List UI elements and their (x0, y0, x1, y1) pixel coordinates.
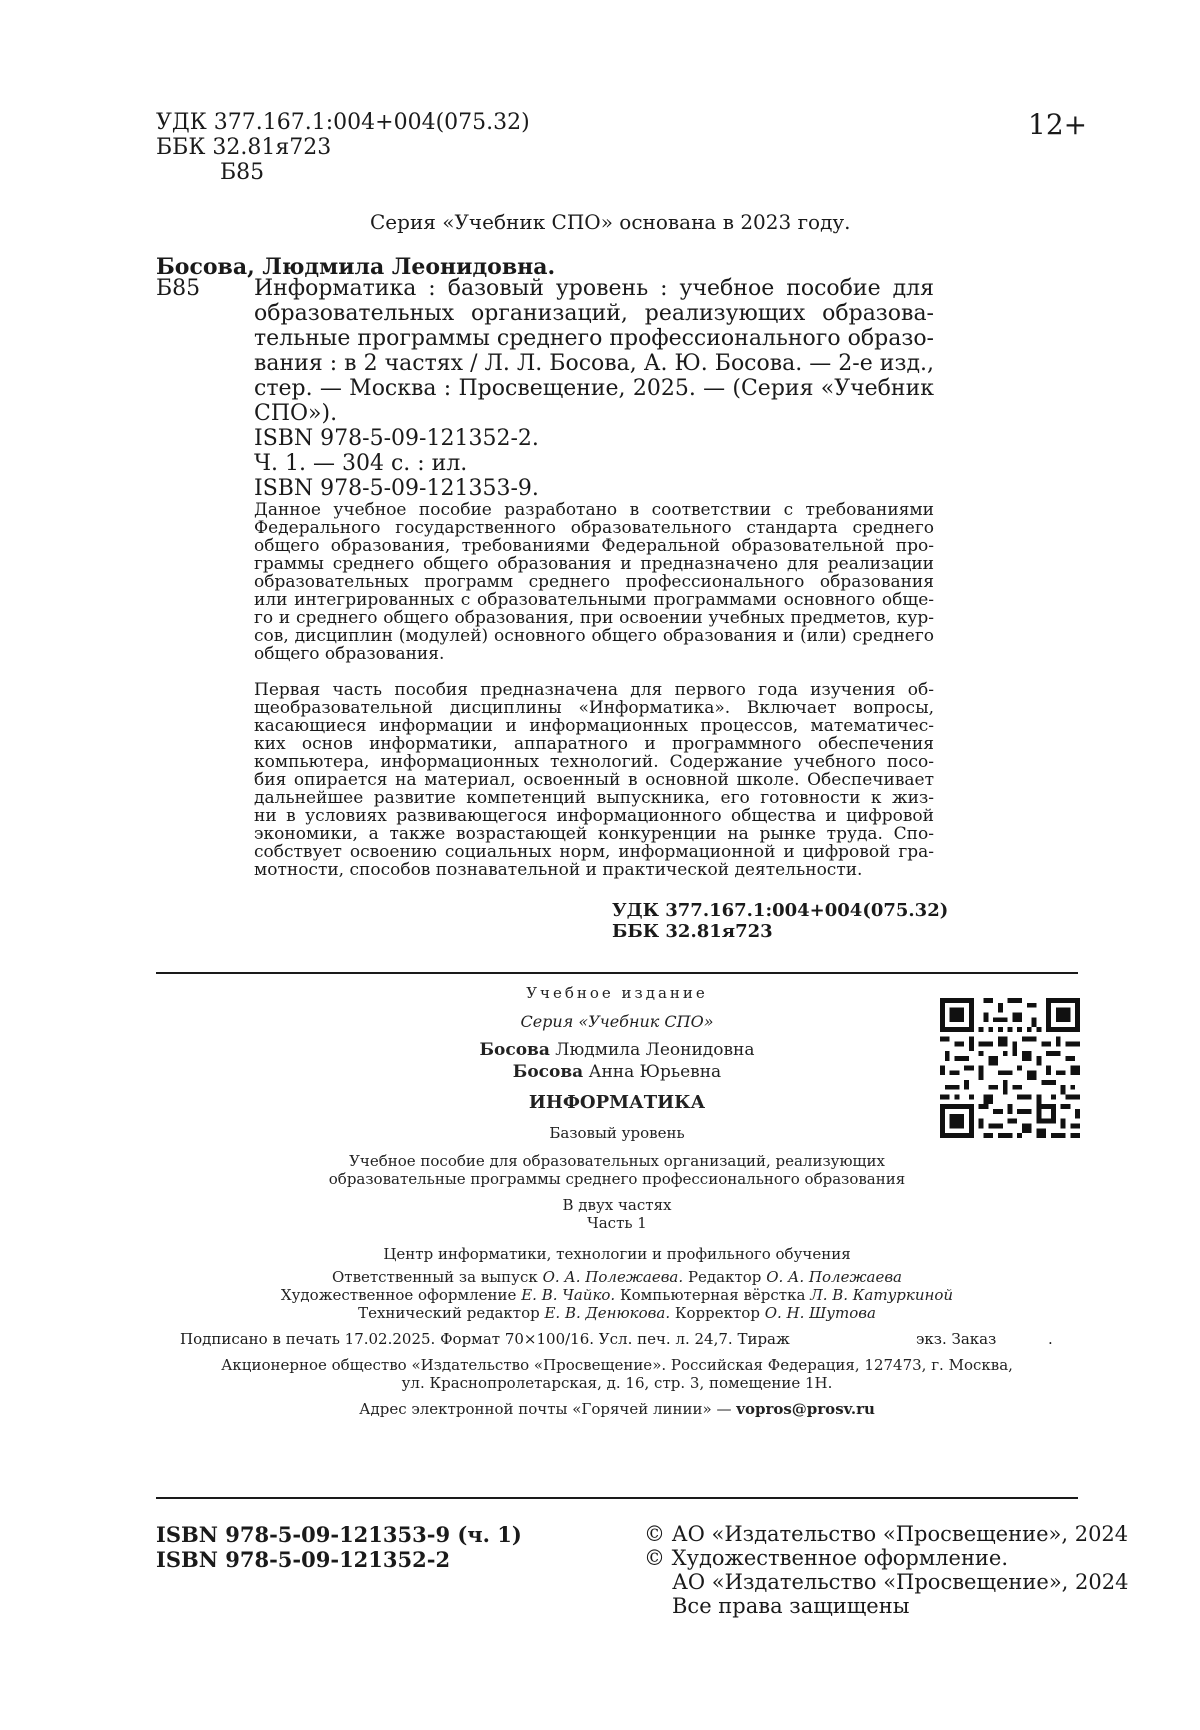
annotation-line: собствует освоению социальных норм, информационной и цифровой гра- (254, 842, 934, 862)
email-line (156, 1400, 1078, 1418)
footer-isbn-2: ISBN 978-5-09-121352-2 (156, 1547, 451, 1572)
divider-bottom (156, 1497, 1078, 1499)
copyright-design: © Художественное оформление. (644, 1546, 1009, 1570)
annotation-line: ни в условиях развивающегося информационного общества и цифровой (254, 806, 934, 826)
description-line: тельные программы среднего профессионального образо- (254, 326, 934, 351)
imprint-center: Центр информатики, технологии и профильного обучения (383, 1245, 851, 1263)
proofreader-label: Корректор (674, 1304, 760, 1322)
annotation-line: общего образования. (254, 644, 445, 664)
footer-isbn-1: ISBN 978-5-09-121353-9 (ч. 1) (156, 1522, 522, 1547)
annotation-line: общего образования, требованиями Федеральной образовательной про- (254, 536, 934, 556)
age-rating: 12+ (1028, 108, 1088, 141)
annotation-line: дальнейшее развитие компетенций выпускника, его готовности к жиз- (254, 788, 934, 808)
publisher-line-1: Акционерное общество «Издательство «Просвещение». Российская Федерация, 127473, г. Москва, (221, 1356, 1013, 1374)
email-label: Адрес электронной почты «Горячей линии» — (359, 1400, 732, 1418)
record-cipher: Б85 (156, 276, 201, 301)
record-description (254, 276, 934, 426)
bbk-code: ББК 32.81я723 (156, 135, 332, 160)
annotation-line: Федерального государственного образовательного стандарта среднего (254, 518, 934, 538)
record-author: Босова, Людмила Леонидовна. (156, 254, 556, 280)
tech-editor-label: Технический редактор (358, 1304, 540, 1322)
annotation-line: или интегрированных с образовательными программами основного обще- (254, 590, 934, 610)
annotation-line: Первая часть пособия предназначена для первого года изучения об- (254, 680, 934, 700)
tech-editor-name: Е. В. Денюкова. (544, 1304, 671, 1322)
udk-code: УДК 377.167.1:004+004(075.32) (156, 110, 530, 135)
annotation-line: Данное учебное пособие разработано в соответствии с требованиями (254, 500, 934, 520)
annotation-paragraph-1 (254, 501, 934, 663)
qr-code-icon (940, 998, 1080, 1138)
udk-bottom: УДК 377.167.1:004+004(075.32) (612, 900, 949, 921)
email-address: vopros@prosv.ru (736, 1400, 875, 1418)
isbn-part: ISBN 978-5-09-121353-9. (254, 476, 539, 501)
description-line: СПО»). (254, 401, 338, 426)
print-info: Подписано в печать 17.02.2025. Формат 70×100/16. Усл. печ. л. 24,7. Тираж (180, 1330, 790, 1348)
annotation-line: граммы среднего общего образования и предназначено для реализации (254, 554, 934, 574)
author-mark: Б85 (220, 160, 265, 185)
imprint-purpose-1: Учебное пособие для образовательных организаций, реализующих (349, 1152, 885, 1170)
annotation-line: бия опирается на материал, освоенный в основной школе. Обеспечивает (254, 770, 934, 790)
description-line: образовательных организаций, реализующих образова- (254, 301, 934, 326)
author-2-surname: Босова (512, 1062, 584, 1082)
description-line: стер. — Москва : Просвещение, 2025. — (Серия «Учебник (254, 376, 934, 401)
layout-label: Компьютерная вёрстка (619, 1286, 806, 1304)
responsible-label: Ответственный за выпуск (331, 1268, 538, 1286)
bbk-bottom: ББК 32.81я723 (612, 921, 773, 942)
art-label: Художественное оформление (280, 1286, 517, 1304)
imprint-series: Серия «Учебник СПО» (520, 1012, 714, 1031)
annotation-line: сов, дисциплин (модулей) основного общего образования и (или) среднего (254, 626, 934, 646)
all-rights-reserved: Все права защищены (672, 1594, 910, 1618)
author-1-surname: Босова (479, 1040, 550, 1060)
publisher-line-2: ул. Краснопролетарская, д. 16, стр. 3, помещение 1Н. (401, 1374, 833, 1392)
staff-line-3 (156, 1304, 1078, 1322)
editor-name: О. А. Полежаева (766, 1268, 903, 1286)
staff-line-1 (156, 1268, 1078, 1286)
divider-top (156, 972, 1078, 974)
annotation-line: экономики, а также возрастающей конкуренции на рынке труда. Спо- (254, 824, 934, 844)
staff-line-2 (156, 1286, 1078, 1304)
annotation-line: касающиеся информации и информационных процессов, математичес- (254, 716, 934, 736)
annotation-line: образовательных программ среднего профессионального образования (254, 572, 934, 592)
annotation-line: щеобразовательной дисциплины «Информатика». Включает вопросы, (254, 698, 934, 718)
imprint-part: Часть 1 (587, 1214, 647, 1232)
copyright-design-holder: АО «Издательство «Просвещение», 2024 (672, 1570, 1129, 1594)
annotation-line: ких основ информатики, аппаратного и программного обеспечения (254, 734, 934, 754)
proofreader-name: О. Н. Шутова (764, 1304, 876, 1322)
annotation-line: го и среднего общего образования, при освоении учебных предметов, кур- (254, 608, 934, 628)
imprint-parts: В двух частях (562, 1196, 672, 1214)
print-info-dot: . (1048, 1330, 1053, 1348)
art-name: Е. В. Чайко. (521, 1286, 616, 1304)
copyright-publisher: © АО «Издательство «Просвещение», 2024 (644, 1522, 1129, 1546)
description-line: вания : в 2 частях / Л. Л. Босова, А. Ю. Босова. — 2-е изд., (254, 351, 934, 376)
responsible-name: О. А. Полежаева. (542, 1268, 684, 1286)
description-line: Информатика : базовый уровень : учебное пособие для (254, 276, 934, 301)
imprint-level: Базовый уровень (549, 1124, 685, 1142)
annotation-paragraph-2 (254, 681, 934, 879)
imprint-purpose-2: образовательные программы среднего профессионального образования (328, 1170, 906, 1188)
annotation-line: мотности, способов познавательной и практической деятельности. (254, 860, 863, 880)
annotation-line: компьютера, информационных технологий. Содержание учебного посо- (254, 752, 934, 772)
author-2-name: Анна Юрьевна (588, 1062, 722, 1082)
series-note: Серия «Учебник СПО» основана в 2023 году. (370, 210, 851, 234)
print-info-tail: экз. Заказ (916, 1330, 997, 1348)
isbn-general: ISBN 978-5-09-121352-2. (254, 426, 539, 451)
editor-label: Редактор (687, 1268, 762, 1286)
part-info: Ч. 1. — 304 с. : ил. (254, 451, 468, 476)
edition-type: Учебное издание (526, 984, 708, 1002)
imprint-title: ИНФОРМАТИКА (528, 1092, 706, 1113)
author-1-name: Людмила Леонидовна (555, 1040, 755, 1060)
layout-name: Л. В. Катуркиной (810, 1286, 954, 1304)
